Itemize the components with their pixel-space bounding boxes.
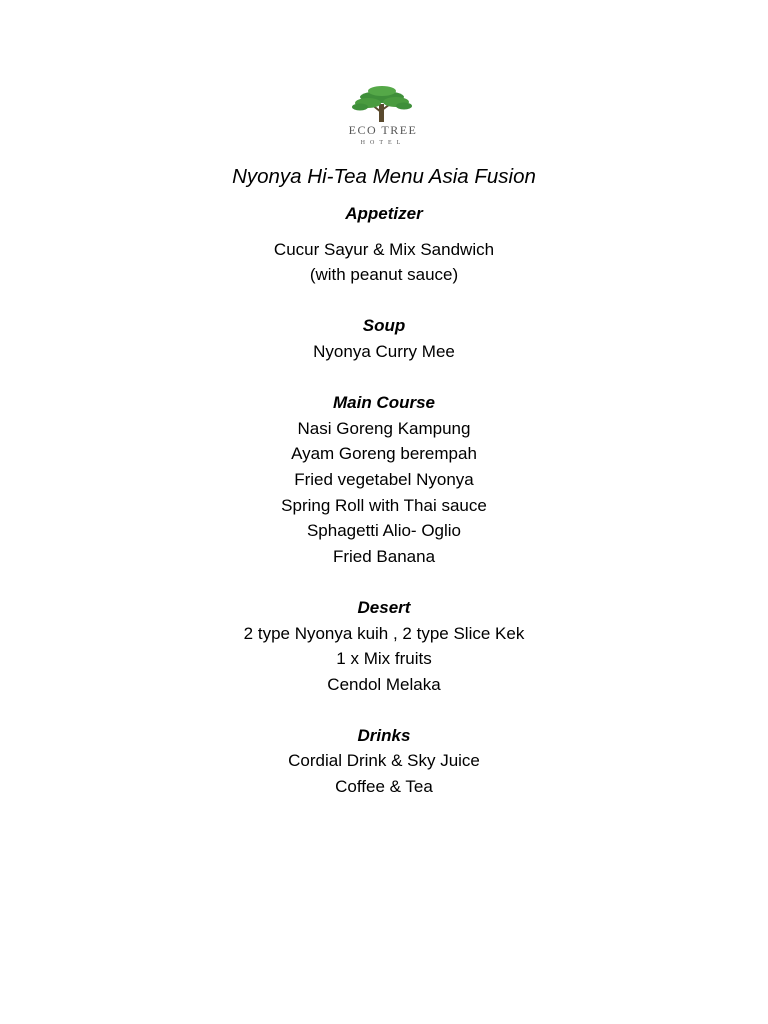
section-main-course [0, 390, 768, 569]
menu-item: Cordial Drink & Sky Juice [288, 751, 480, 771]
menu-item: Cendol Melaka [327, 674, 441, 694]
hotel-logo [333, 82, 433, 154]
menu-item: 1 x Mix fruits [336, 649, 432, 669]
menu-item: Nasi Goreng Kampung [297, 418, 471, 438]
brand-word: ECO TREE [348, 123, 418, 137]
menu-item: (with peanut sauce) [309, 265, 459, 285]
menu-item: Cucur Sayur & Mix Sandwich [273, 239, 495, 259]
menu-title: Nyonya Hi-Tea Menu Asia Fusion [232, 165, 536, 188]
menu-item: Coffee & Tea [335, 777, 433, 797]
section-heading: Main Course [332, 393, 436, 413]
menu-item: Nyonya Curry Mee [313, 341, 455, 361]
menu-body [0, 201, 768, 800]
section-appetizer [0, 201, 768, 288]
section-heading: Desert [357, 597, 411, 617]
menu-item: Spring Roll with Thai sauce [281, 495, 487, 515]
menu-item: 2 type Nyonya kuih , 2 type Slice Kek [243, 623, 525, 643]
menu-item: Fried vegetabel Nyonya [294, 469, 474, 489]
section-desert [0, 595, 768, 697]
menu-item: Fried Banana [332, 546, 436, 566]
menu-item: Sphagetti Alio- Oglio [306, 521, 462, 541]
tree-icon [352, 86, 412, 122]
section-heading: Appetizer [345, 204, 423, 223]
section-drinks [0, 723, 768, 800]
section-heading: Soup [362, 316, 406, 336]
section-heading: Drinks [357, 725, 411, 745]
menu-item: Ayam Goreng berempah [291, 444, 477, 464]
brand-sub: HOTEL [360, 140, 406, 146]
section-soup [0, 313, 768, 364]
